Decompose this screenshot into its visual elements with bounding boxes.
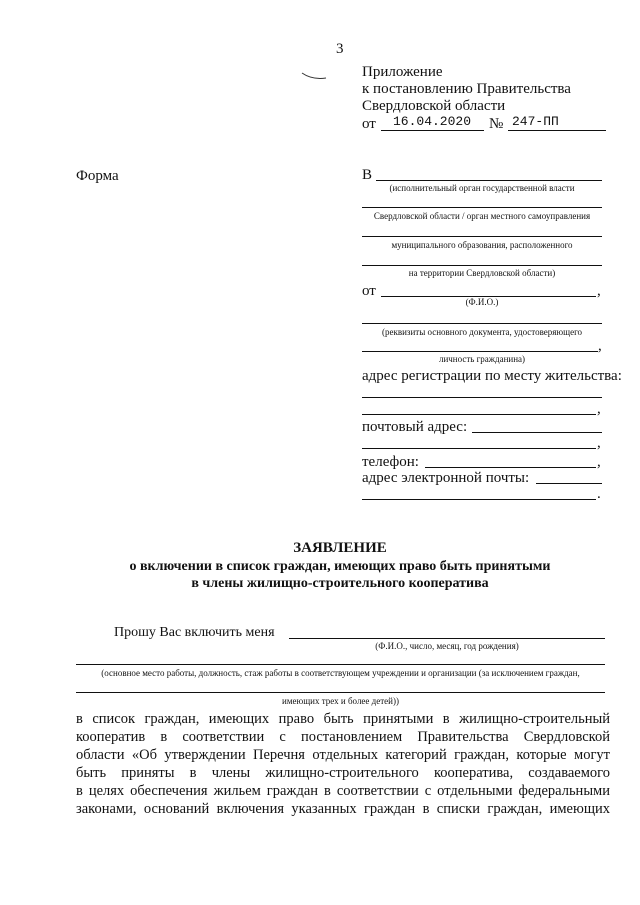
reg-address-line-1 bbox=[362, 397, 602, 398]
appendix-line-3: Свердловской области bbox=[362, 98, 506, 114]
email-label: адрес электронной почты: bbox=[362, 470, 530, 486]
body-line: в список граждан, имеющих право быть принятыми в жилищно-строительный bbox=[76, 711, 610, 727]
doc-line-2 bbox=[362, 351, 598, 352]
phone-line bbox=[425, 467, 596, 468]
body-line: законами, оснований включения указанных граждан в списки граждан, имеющих bbox=[76, 801, 610, 817]
postal-comma: , bbox=[597, 435, 601, 451]
doc-comma: , bbox=[598, 338, 602, 354]
recipient-line-1 bbox=[376, 180, 602, 181]
postal-label: почтовый адрес: bbox=[362, 419, 468, 435]
recipient-hint-4: на территории Свердловской области) bbox=[408, 268, 556, 278]
page-number: 3 bbox=[336, 41, 344, 57]
email-line-1 bbox=[536, 483, 602, 484]
date-underline bbox=[381, 130, 484, 131]
number-underline bbox=[508, 130, 606, 131]
recipient-hint-3: муниципального образования, расположенного bbox=[391, 240, 573, 250]
email-period: . bbox=[597, 486, 601, 502]
request-lead: Прошу Вас включить меня bbox=[114, 625, 275, 640]
phone-label: телефон: bbox=[362, 454, 419, 470]
email-line-2 bbox=[362, 499, 596, 500]
number-sign: № bbox=[489, 116, 504, 132]
phone-comma: , bbox=[597, 454, 601, 470]
date-prefix: от bbox=[362, 116, 376, 132]
from-prefix: от bbox=[362, 283, 376, 299]
pen-mark-icon bbox=[300, 70, 330, 82]
appendix-line-2: к постановлению Правительства bbox=[362, 81, 571, 97]
document-title: ЗАЯВЛЕНИЕ bbox=[293, 540, 387, 556]
recipient-line-2 bbox=[362, 207, 602, 208]
body-line: быть приняты в члены жилищно-строительного кооператива, создаваемого bbox=[76, 765, 610, 781]
reg-address-comma: , bbox=[597, 401, 601, 417]
body-line: области «Об утверждении Перечня отдельных категорий граждан, которые могут bbox=[76, 747, 610, 763]
doc-hint-2: личность гражданина) bbox=[438, 354, 526, 364]
recipient-line-4 bbox=[362, 265, 602, 266]
request-children-line bbox=[76, 692, 605, 693]
recipient-hint-2: Свердловской области / орган местного самоуправления bbox=[373, 211, 591, 221]
recipient-hint-1: (исполнительный орган государственной власти bbox=[389, 183, 575, 193]
reg-address-label: адрес регистрации по месту жительства: bbox=[362, 368, 622, 384]
body-line: в целях обеспечения жильем граждан в соответствии с отдельными федеральными bbox=[76, 783, 610, 799]
request-work-hint: (основное место работы, должность, стаж работы в соответствующем учреждении и организации (за исключением граждан, bbox=[101, 668, 580, 678]
from-comma: , bbox=[597, 283, 601, 299]
appendix-line-1: Приложение bbox=[362, 64, 443, 80]
request-fio-line bbox=[289, 638, 605, 639]
postal-line-2 bbox=[362, 448, 596, 449]
body-line: кооператив в соответствии с постановлением Правительства Свердловской bbox=[76, 729, 610, 745]
document-subtitle-1: о включении в список граждан, имеющих право быть принятыми bbox=[129, 559, 551, 574]
forma-label: Форма bbox=[76, 168, 119, 184]
fio-hint: (Ф.И.О.) bbox=[465, 297, 499, 307]
document-subtitle-2: в члены жилищно-строительного кооператива bbox=[191, 576, 489, 591]
appendix-date: 16.04.2020 bbox=[393, 114, 472, 129]
request-work-line bbox=[76, 664, 605, 665]
request-children-hint: имеющих трех и более детей)) bbox=[282, 696, 399, 706]
postal-line-1 bbox=[472, 432, 602, 433]
appendix-number: 247-ПП bbox=[512, 114, 559, 129]
doc-line-1 bbox=[362, 323, 602, 324]
to-prefix: В bbox=[362, 167, 373, 183]
request-fio-hint: (Ф.И.О., число, месяц, год рождения) bbox=[375, 641, 519, 651]
doc-hint-1: (реквизиты основного документа, удостоверяющего bbox=[381, 327, 583, 337]
reg-address-line-2 bbox=[362, 414, 596, 415]
recipient-line-3 bbox=[362, 236, 602, 237]
